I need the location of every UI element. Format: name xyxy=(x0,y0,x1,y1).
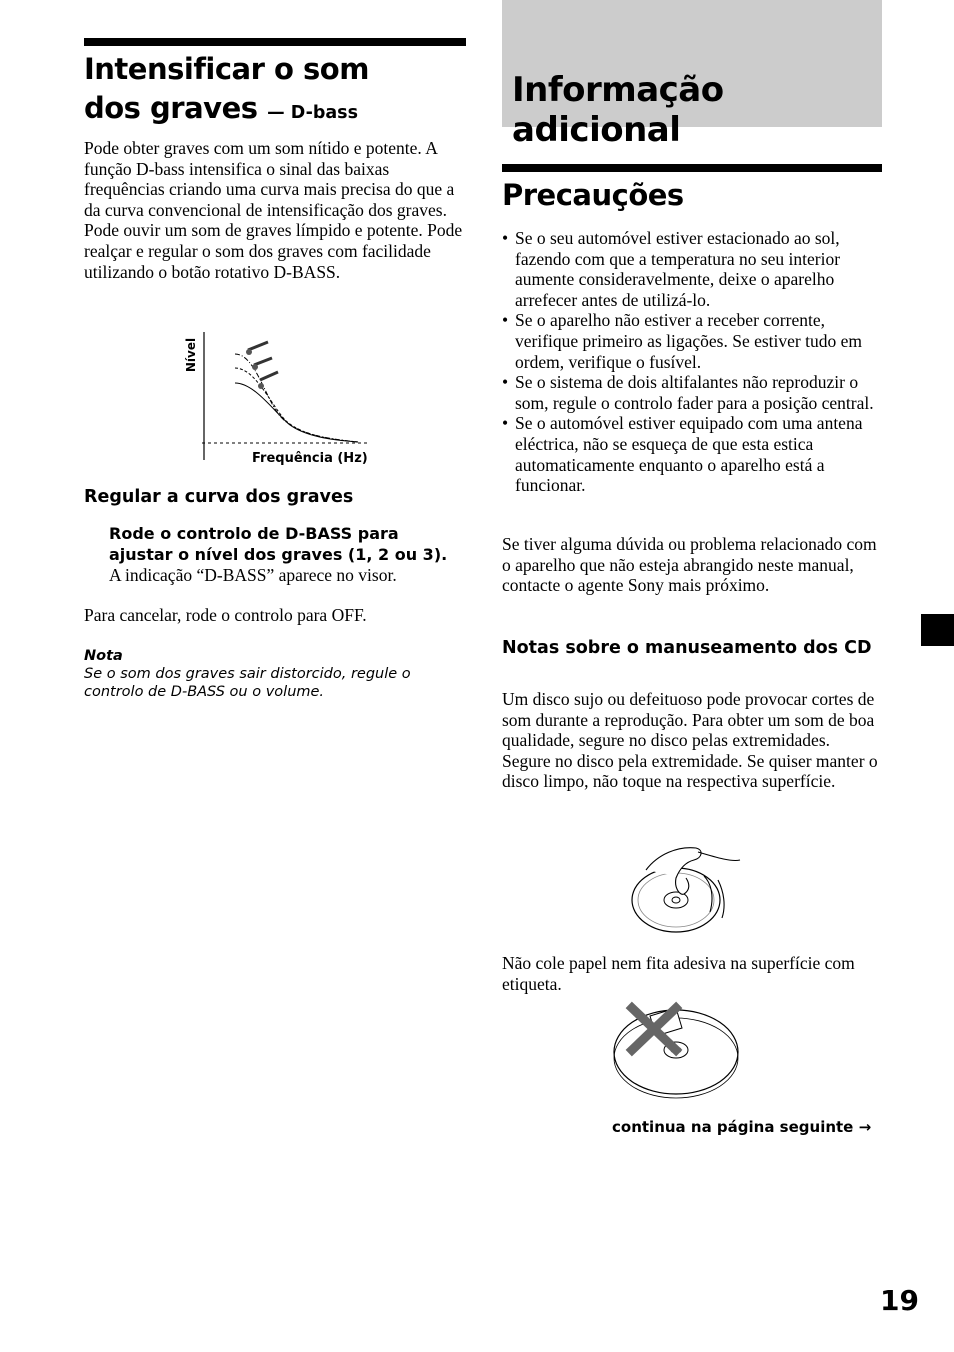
note-text: Se o som dos graves sair distorcido, regule o controlo de D-BASS ou o volume. xyxy=(84,666,411,700)
contact-paragraph: Se tiver alguma dúvida ou problema relacionado com o aparelho que não esteja abrangido neste manual, contacte o agente Sony mais próximo. xyxy=(502,534,877,596)
left-title-rule xyxy=(84,38,466,46)
section-tab xyxy=(921,614,954,646)
list-item: • Se o seu automóvel estiver estacionado ao sol, fazendo com que a temperatura no seu interior aumente consideravelmente, deixe o aparelho arrefecer antes de utilizá-lo. xyxy=(502,228,884,310)
section-banner-title: Informação adicional xyxy=(512,70,724,150)
list-item: • Se o automóvel estiver equipado com uma antena eléctrica, não se esqueça de que esta estica automaticamente enquanto o aparelho está a funcionar. xyxy=(502,413,884,495)
page-number: 19 xyxy=(880,1284,919,1317)
left-title-main: Intensificar o som dos graves xyxy=(84,52,369,125)
list-item: • Se o aparelho não estiver a receber corrente, verifique primeiro as ligações. Se estiver tudo em ordem, verifique o fusível. xyxy=(502,310,884,372)
intro-paragraph-2: Pode ouvir um som de graves límpido e potente. Pode realçar e regular o som dos graves com facilidade utilizando o botão rotativo D-BASS. xyxy=(84,220,463,282)
cancel-text: Para cancelar, rode o controlo para OFF. xyxy=(84,605,367,625)
regular-curva-heading: Regular a curva dos graves xyxy=(84,487,354,507)
instruction-bold: Rode o controlo de D-BASS para ajustar o nível dos graves (1, 2 ou 3). xyxy=(109,524,448,564)
precaution-list xyxy=(502,228,884,496)
graph-ylabel: Nível xyxy=(184,337,199,373)
list-item: • Se o sistema de dois altifalantes não reproduzir o som, regule o controlo fader para a posição central. xyxy=(502,372,884,413)
instruction-step xyxy=(109,524,464,586)
hand-holding-disc-icon xyxy=(628,840,744,936)
right-arrow-icon: → xyxy=(858,1118,872,1136)
cd-paragraphs xyxy=(502,689,884,792)
left-title-suffix: — D-bass xyxy=(267,103,359,123)
left-intro xyxy=(84,138,466,282)
left-title xyxy=(84,50,466,133)
intro-paragraph-1: Pode obter graves com um som nítido e potente. A função D-bass intensifica o sinal das baixas frequências criando uma curva mais precisa do que a da curva convencional de intensificação dos graves. xyxy=(84,138,455,220)
precaucoes-title: Precauções xyxy=(502,178,684,212)
note-block xyxy=(84,647,466,701)
right-title-rule xyxy=(502,164,882,172)
instruction-result: A indicação “D-BASS” aparece no visor. xyxy=(109,565,397,585)
continue-note xyxy=(612,1118,882,1136)
cd-paragraph-2: Segure no disco pela extremidade. Se quiser manter o disco limpo, não toque na respectiva superfície. xyxy=(502,750,878,792)
cd-paragraph-1: Um disco sujo ou defeituoso pode provocar cortes de som durante a reprodução. Para obter um som de boa qualidade, segure no disco pelas extremidades. xyxy=(502,689,875,751)
section-banner xyxy=(502,0,882,150)
graph-xlabel: Frequência (Hz) xyxy=(252,451,368,466)
label-paragraph: Não cole papel nem fita adesiva na superfície com etiqueta. xyxy=(502,953,855,994)
continue-text: continua na página seguinte xyxy=(612,1118,854,1136)
no-tape-on-disc-icon xyxy=(610,1000,742,1100)
note-title: Nota xyxy=(84,648,123,664)
cd-heading: Notas sobre o manuseamento dos CD xyxy=(502,638,872,658)
